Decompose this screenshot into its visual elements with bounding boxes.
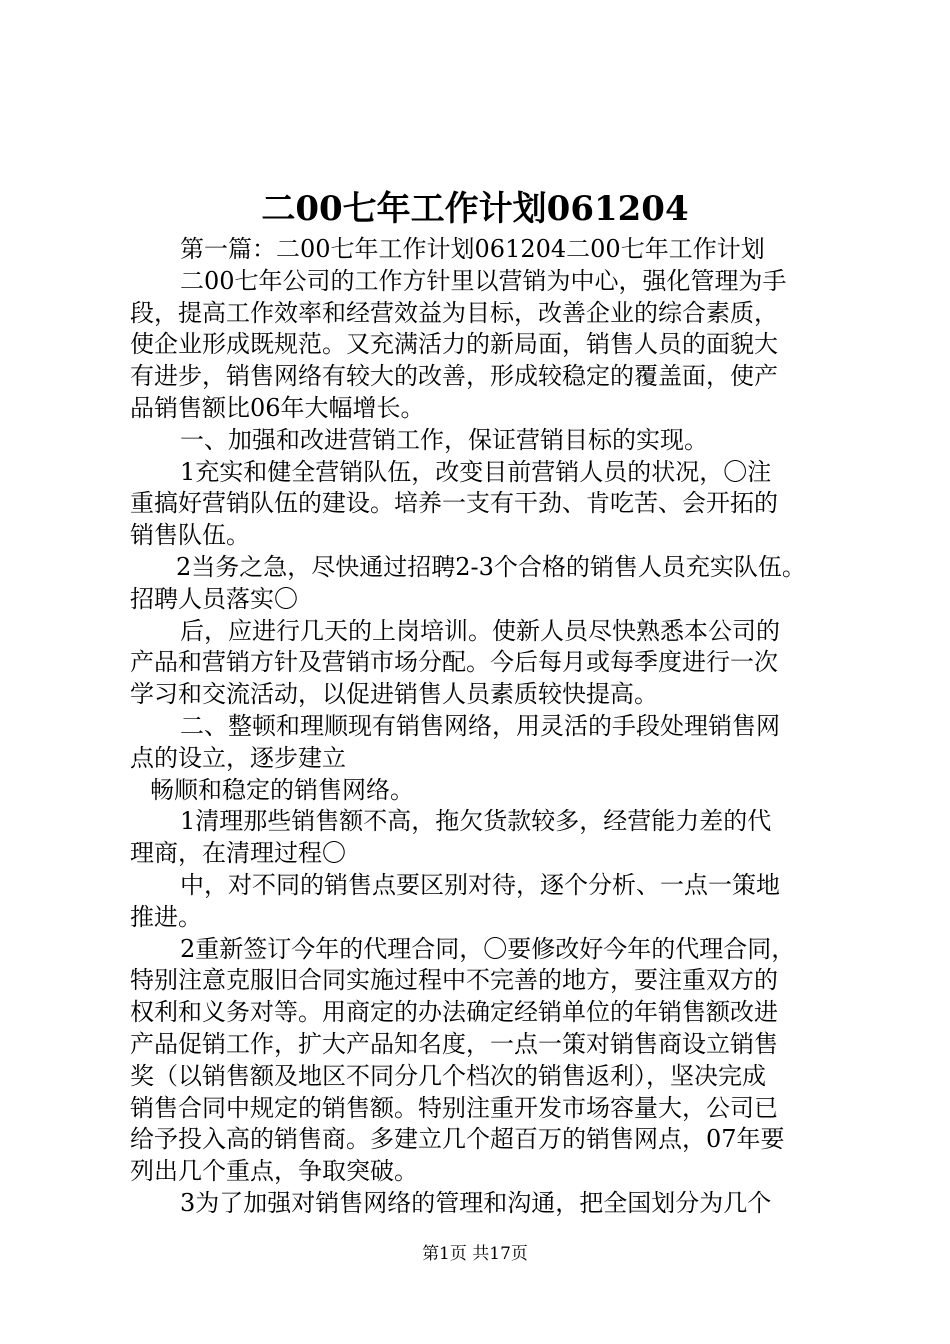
- document-body: [130, 234, 860, 1220]
- body-line: 特别注意克服旧合同实施过程中不完善的地方，要注重双方的: [130, 966, 778, 995]
- body-line: 产品和营销方针及营销市场分配。今后每月或每季度进行一次: [130, 648, 778, 677]
- body-line: 二00七年公司的工作方针里以营销为中心，强化管理为手: [180, 266, 787, 295]
- body-line: 2重新签订今年的代理合同，〇要修改好今年的代理合同，: [180, 934, 796, 963]
- body-line: 奖（以销售额及地区不同分几个档次的销售返利），坚决完成: [130, 1061, 766, 1090]
- body-line: 1充实和健全营销队伍，改变目前营销人员的状况，〇注: [180, 457, 772, 486]
- body-line: 推进。: [130, 902, 202, 931]
- body-line: 重搞好营销队伍的建设。培养一支有干劲、肯吃苦、会开拓的: [130, 489, 778, 518]
- body-line: 产品促销工作，扩大产品知名度，一点一策对销售商设立销售: [130, 1029, 778, 1058]
- page-number: 第1页 共17页: [422, 1244, 528, 1264]
- body-line: 给予投入高的销售商。多建立几个超百万的销售网点，07年要: [130, 1125, 785, 1154]
- body-line: 列出几个重点，争取突破。: [130, 1157, 418, 1186]
- body-line: 有进步，销售网络有较大的改善，形成较稳定的覆盖面，使产: [130, 362, 778, 391]
- body-line: 学习和交流活动，以促进销售人员素质较快提高。: [130, 680, 658, 709]
- body-line: 理商，在清理过程〇: [130, 839, 346, 868]
- body-line: 畅顺和稳定的销售网络。: [150, 775, 414, 804]
- body-line: 销售队伍。: [130, 521, 250, 550]
- document-title: 二00七年工作计划061204: [261, 189, 689, 229]
- body-line: 后，应进行几天的上岗培训。使新人员尽快熟悉本公司的: [180, 616, 780, 645]
- body-line: 段，提高工作效率和经营效益为目标，改善企业的综合素质，: [130, 298, 778, 327]
- body-line: 3为了加强对销售网络的管理和沟通，把全国划分为几个: [180, 1188, 772, 1217]
- body-line: 中，对不同的销售点要区别对待，逐个分析、一点一策地: [180, 870, 780, 899]
- body-line: 招聘人员落实〇: [130, 584, 298, 613]
- body-line: 品销售额比06年大幅增长。: [130, 393, 425, 422]
- body-line: 二、整顿和理顺现有销售网络，用灵活的手段处理销售网: [180, 711, 780, 740]
- body-line: 第一篇：二00七年工作计划061204二00七年工作计划: [180, 235, 765, 263]
- body-line: 销售合同中规定的销售额。特别注重开发市场容量大，公司已: [130, 1093, 778, 1122]
- body-line: 点的设立，逐步建立: [130, 743, 346, 772]
- body-line: 2当务之急，尽快通过招聘2-3个合格的销售人员充实队伍。: [176, 552, 806, 581]
- body-line: 一、加强和改进营销工作，保证营销目标的实现。: [180, 425, 708, 454]
- body-line: 使企业形成既规范。又充满活力的新局面，销售人员的面貌大: [130, 330, 778, 359]
- body-line: 权利和义务对等。用商定的办法确定经销单位的年销售额改进: [130, 998, 778, 1027]
- body-line: 1清理那些销售额不高，拖欠货款较多，经营能力差的代: [180, 807, 772, 836]
